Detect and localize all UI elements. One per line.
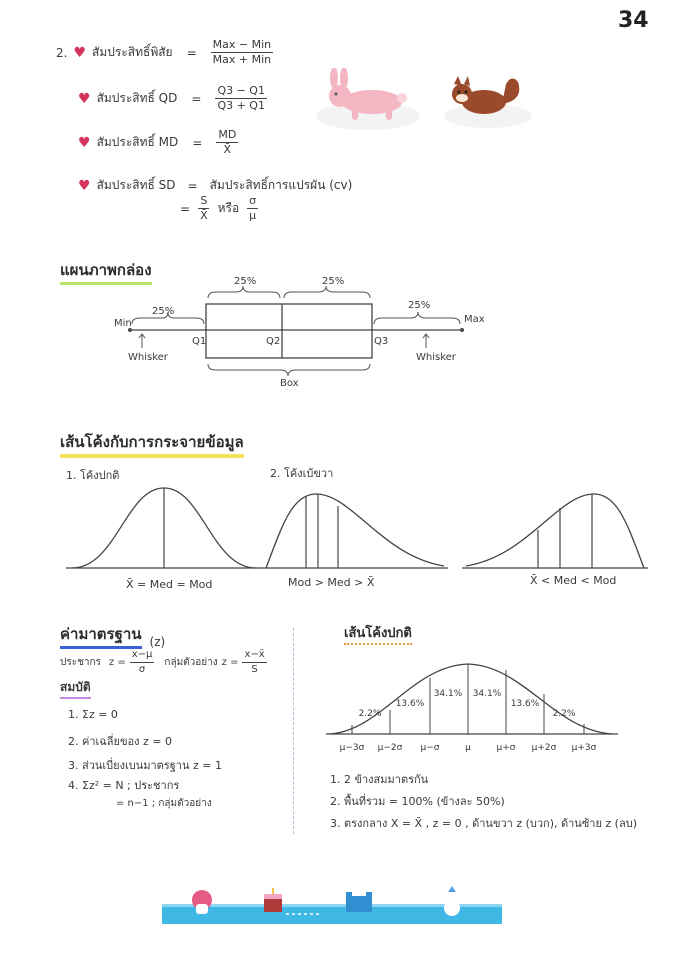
coef-qd-fraction: [215, 84, 267, 113]
whisker-left-label: Whisker: [128, 352, 168, 363]
coef-sd-fraction-sample: [198, 194, 210, 223]
fraction-numerator: x−x̄: [242, 648, 266, 663]
heart-icon: ♥: [78, 90, 91, 107]
fraction-numerator: x−μ: [130, 648, 155, 663]
brace-bottom: [208, 364, 370, 376]
pop-z-fraction: [130, 648, 155, 677]
q1-label: Q1: [192, 336, 207, 347]
coef-range-fraction: [211, 38, 273, 67]
equals-sign: =: [187, 178, 198, 193]
property-4b: = n−1 ; กลุ่มตัวอย่าง: [116, 798, 212, 809]
normal-tick-label: μ: [465, 743, 471, 753]
normal-note-1: 1. 2 ข้างสมมาตรกัน: [330, 773, 429, 786]
q3-label: Q3: [374, 336, 389, 347]
zscore-formula-row: [60, 648, 267, 677]
bunny-sticker: [312, 68, 424, 132]
boxplot-heading: แผนภาพกล่อง: [60, 258, 152, 285]
fraction-numerator: Q3 − Q1: [217, 84, 265, 97]
normal-curve-heading: เส้นโค้งปกติ: [344, 622, 412, 645]
equals-sign: =: [186, 45, 197, 60]
castle-icon: [346, 896, 372, 912]
q2-label: Q2: [266, 336, 281, 347]
fraction-denominator: Q3 + Q1: [217, 99, 265, 112]
property-1: 1. Σz = 0: [68, 708, 118, 721]
curve-left-skewed: [462, 486, 648, 572]
fraction-denominator: X̄: [223, 143, 232, 156]
zscore-heading-row: [60, 622, 165, 649]
brace-box-right: [284, 286, 370, 298]
sample-label: กลุ่มตัวอย่าง: [164, 657, 218, 668]
curve-symmetric: [66, 482, 262, 572]
coef-qd-label: สัมประสิทธิ์ QD: [96, 91, 178, 105]
heart-icon: ♥: [73, 44, 87, 61]
item-number: 2.: [56, 45, 68, 60]
brace-right: [374, 312, 460, 324]
washi-tape: [162, 884, 502, 926]
fraction-numerator: σ: [249, 194, 257, 207]
pct-right-label: 25%: [408, 300, 431, 311]
normal-tick-label: μ−σ: [420, 743, 440, 753]
column-divider: [293, 628, 294, 834]
coef-sd-row: [78, 176, 352, 195]
normal-tick-label: μ+2σ: [531, 743, 557, 753]
fraction-denominator: X̄: [200, 209, 208, 222]
fraction-denominator: μ: [249, 209, 257, 222]
property-4a: 4. Σz² = N ; ประชากร: [68, 779, 180, 792]
normal-curve-label: 1. โค้งปกติ: [66, 469, 120, 482]
coef-sd-cv: สัมประสิทธิ์การแปรผัน (cv): [209, 178, 353, 192]
skewed-curve-label: 2. โค้งเบ้ขวา: [270, 467, 334, 480]
fraction-numerator: S: [200, 194, 208, 207]
fraction-denominator: Max + Min: [212, 53, 272, 66]
min-label: Min: [114, 318, 132, 329]
whisker-right-label: Whisker: [416, 352, 456, 363]
properties-heading: สมบัติ: [60, 678, 91, 699]
box-rect: [206, 304, 372, 358]
caption-right-skewed: Mod > Med > X̄: [288, 576, 375, 589]
zscore-heading-suffix: (z): [149, 635, 166, 649]
normal-tick-label: μ−3σ: [339, 743, 365, 753]
normal-curve-diagram: [322, 654, 622, 758]
population-label: ประชากร: [60, 657, 101, 668]
coef-range-label: สัมประสิทธิ์พิสัย: [92, 45, 173, 59]
normal-note-3: 3. ตรงกลาง X = X̄ , z = 0 , ด้านขวา z (บวก), ด้านซ้าย z (ลบ): [330, 817, 637, 830]
distribution-heading: เส้นโค้งกับการกระจายข้อมูล: [60, 430, 244, 458]
equals-sign: =: [180, 201, 191, 216]
normal-tick-label: μ−2σ: [377, 743, 403, 753]
normal-area-label: 2.2%: [358, 709, 382, 719]
cake-icon: [264, 898, 282, 912]
caption-symmetric: X̄ = Med = Mod: [126, 578, 213, 591]
squirrel-sticker: [440, 70, 536, 130]
property-2: 2. ค่าเฉลี่ยของ z = 0: [68, 735, 172, 748]
box-label: Box: [280, 378, 299, 389]
heart-icon: ♥: [78, 134, 91, 151]
property-3: 3. ส่วนเบี่ยงเบนมาตรฐาน z = 1: [68, 759, 222, 772]
equals-sign: =: [192, 135, 203, 150]
boxplot-diagram: [100, 268, 520, 398]
caption-left-skewed: X̄ < Med < Mod: [530, 574, 617, 587]
coef-md-row: [78, 128, 238, 157]
sample-z-fraction: [242, 648, 266, 677]
or-word: หรือ: [217, 201, 240, 215]
pct-box-left-label: 25%: [234, 276, 257, 287]
normal-area-label: 34.1%: [472, 689, 502, 699]
normal-tick-label: μ+3σ: [571, 743, 597, 753]
coef-range-row: [56, 38, 273, 67]
pct-left-label: 25%: [152, 306, 175, 317]
coef-sd-label: สัมประสิทธิ์ SD: [96, 178, 176, 192]
fraction-numerator: MD: [218, 128, 237, 141]
normal-area-label: 2.2%: [552, 709, 576, 719]
brace-box-left: [208, 286, 280, 298]
equals-sign: =: [191, 91, 202, 106]
coef-sd-fraction-population: [247, 194, 258, 223]
normal-area-label: 13.6%: [395, 699, 425, 709]
pct-box-right-label: 25%: [322, 276, 345, 287]
max-label: Max: [464, 314, 485, 325]
fraction-denominator: σ: [138, 664, 146, 675]
zscore-heading: ค่ามาตรฐาน: [60, 622, 142, 649]
coef-md-fraction: [216, 128, 238, 157]
curve-right-skewed: [262, 486, 448, 572]
coef-sd-formula-row: [180, 194, 258, 223]
heart-icon: ♥: [78, 177, 91, 194]
coef-md-label: สัมประสิทธิ์ MD: [96, 135, 179, 149]
normal-area-label: 13.6%: [510, 699, 540, 709]
coef-qd-row: [78, 84, 267, 113]
normal-tick-label: μ+σ: [496, 743, 516, 753]
page-number: 34: [618, 8, 649, 33]
normal-note-2: 2. พื้นที่รวม = 100% (ข้างละ 50%): [330, 795, 505, 808]
fraction-numerator: Max − Min: [212, 38, 272, 51]
z-equals: z =: [108, 657, 126, 668]
z-equals: z =: [221, 657, 239, 668]
fraction-denominator: S: [251, 664, 258, 675]
normal-area-label: 34.1%: [433, 689, 463, 699]
